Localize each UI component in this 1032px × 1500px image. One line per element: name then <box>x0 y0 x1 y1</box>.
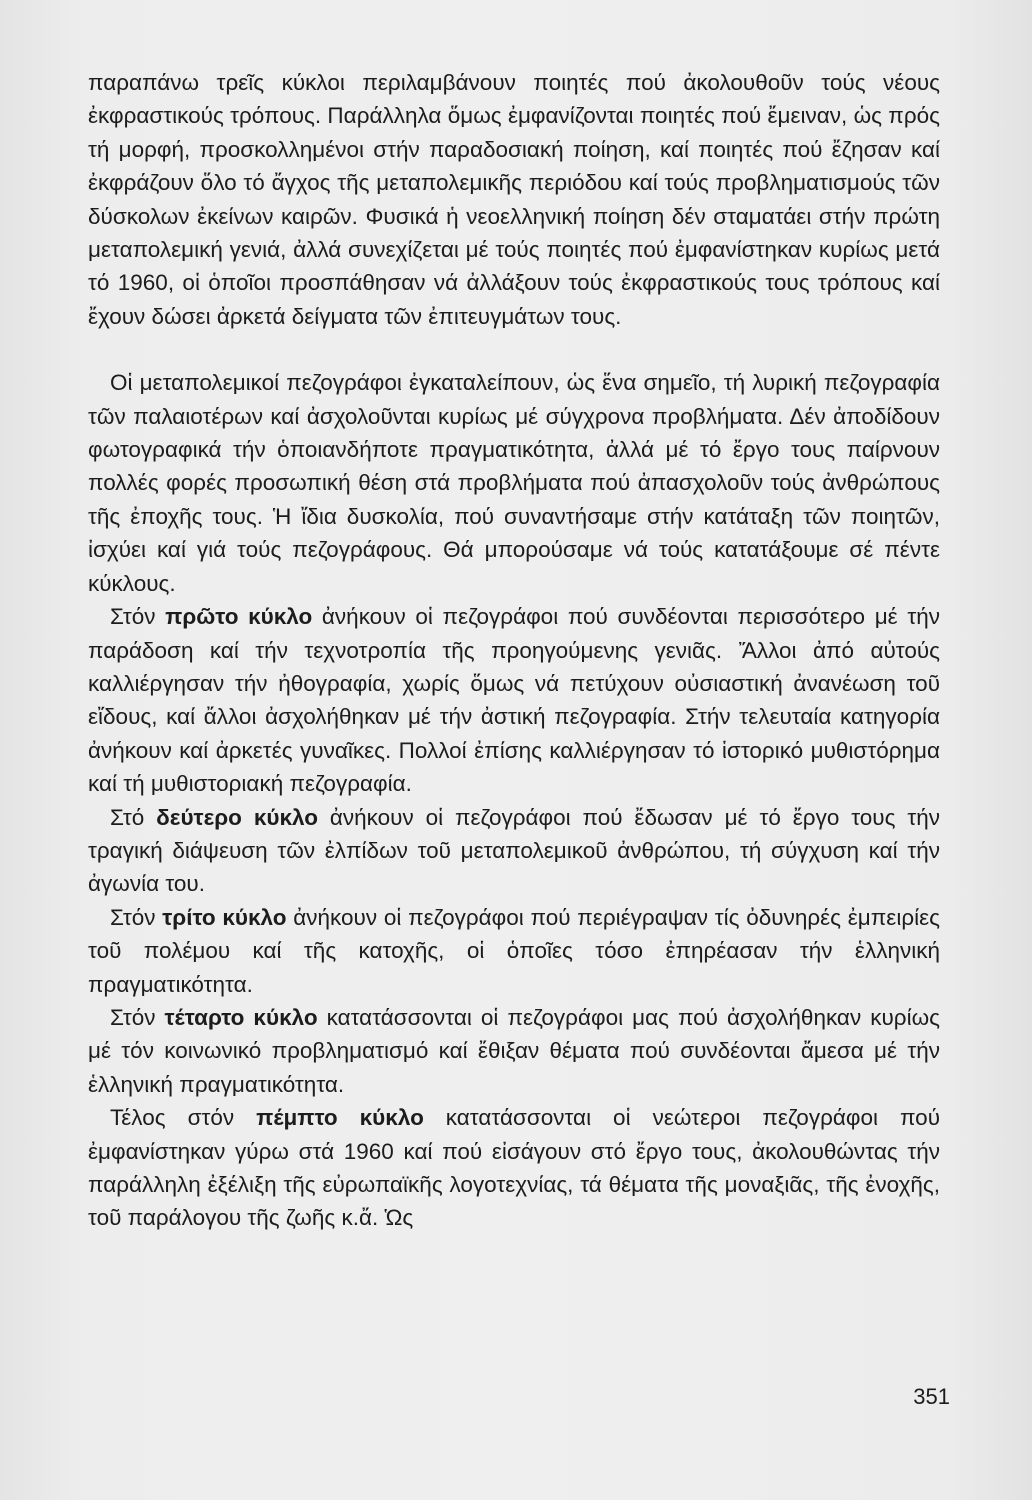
body-text <box>88 66 940 1235</box>
paragraph-first-circle: Στόν πρῶτο κύκλο ἀνήκουν οἱ πεζογράφοι πού συνδέονται περισσότερο μέ τήν παράδοση καί τήν τεχνοτροπία τῆς προηγούμενης γενιᾶς. Ἄλλοι ἀπό αὐτούς καλλιέργησαν τήν ἠθογραφία, χωρίς ὅμως νά πετύχουν οὐσιαστική ἀνανέωση τοῦ εἴδους, καί ἄλλοι ἀσχολήθηκαν μέ τήν ἀστική πεζογραφία. Στήν τελευταία κατηγορία ἀνήκουν καί ἀρκετές γυναῖκες. Πολλοί ἐπίσης καλλιέργησαν τό ἱστορικό μυθιστόρημα καί τή μυθιστοριακή πεζογραφία. <box>88 604 940 797</box>
paragraph-third-circle: Στόν τρίτο κύκλο ἀνήκουν οἱ πεζογράφοι πού περιέγραψαν τίς ὀδυνηρές ἐμπειρίες τοῦ πολέμου καί τῆς κατοχῆς, οἱ ὁποῖες τόσο ἐπηρέασαν τήν ἑλληνική πραγματικότητα. <box>88 904 940 997</box>
paragraph-second-circle: Στό δεύτερο κύκλο ἀνήκουν οἱ πεζογράφοι πού ἔδωσαν μέ τό ἔργο τους τήν τραγική διάψευση τῶν ἐλπίδων τοῦ μεταπολεμικοῦ ἀνθρώπου, τή σύγχυση καί τήν ἀγωνία του. <box>88 804 940 897</box>
paragraph-fourth-circle: Στόν τέταρτο κύκλο κατατάσσονται οἱ πεζογράφοι μας πού ἀσχολήθηκαν κυρίως μέ τόν κοινωνικό προβληματισμό καί ἔθιξαν θέματα πού συνδέονται ἄμεσα μέ τήν ἑλληνική πραγματικότητα. <box>88 1004 940 1097</box>
paragraph-poets-summary: παραπάνω τρεῖς κύκλοι περιλαμβάνουν ποιητές πού ἀκολουθοῦν τούς νέους ἐκφραστικούς τρόπους. Παράλληλα ὅμως ἐμφανίζονται ποιητές πού ἔμειναν, ὡς πρός τή μορφή, προσκολλημένοι στήν παραδοσιακή ποίηση, καί ποιητές πού ἔζησαν καί ἐκφράζουν ὅλο τό ἄγχος τῆς μεταπολεμικῆς περιόδου καί τούς προβληματισμούς τῶν δύσκολων ἐκείνων καιρῶν. Φυσικά ἡ νεοελληνική ποίηση δέν σταματάει στήν πρώτη μεταπολεμική γενιά, ἀλλά συνεχίζεται μέ τούς ποιητές πού ἐμφανίστηκαν κυρίως μετά τό 1960, οἱ ὁποῖοι προσπάθησαν νά ἀλλάξουν τούς ἐκφραστικούς τους τρόπους καί ἔχουν δώσει ἀρκετά δείγματα τῶν ἐπιτευγμάτων τους. <box>88 70 940 329</box>
term-first-circle: πρῶτο κύκλο <box>165 604 313 630</box>
term-fourth-circle: τέταρτο κύκλο <box>164 1004 318 1030</box>
term-third-circle: τρίτο κύκλο <box>162 904 287 930</box>
term-second-circle: δεύτερο κύκλο <box>156 804 318 830</box>
page-number: 351 <box>913 1384 950 1409</box>
term-fifth-circle: πέμπτο κύκλο <box>256 1105 424 1131</box>
paragraph-prose-writers-intro: Οἱ μεταπολεμικοί πεζογράφοι ἐγκαταλείπουν, ὡς ἕνα σημεῖο, τή λυρική πεζογραφία τῶν παλαιοτέρων καί ἀσχολοῦνται κυρίως μέ σύγχρονα προβλήματα. Δέν ἀποδίδουν φωτογραφικά τήν ὁποιανδήποτε πραγματικότητα, ἀλλά μέ τό ἔργο τους παίρνουν πολλές φορές προσωπική θέση στά προβλήματα πού ἀπασχολοῦν τούς ἀνθρώπους τῆς ἐποχῆς τους. Ἡ ἴδια δυσκολία, πού συναντήσαμε στήν κατάταξη τῶν ποιητῶν, ἰσχύει καί γιά τούς πεζογράφους. Θά μπορούσαμε νά τούς κατατάξουμε σέ πέντε κύκλους. <box>88 370 940 596</box>
paragraph-fifth-circle: Τέλος στόν πέμπτο κύκλο κατατάσσονται οἱ νεώτεροι πεζογράφοι πού ἐμφανίστηκαν γύρω στά 1960 καί πού εἰσάγουν στό ἔργο τους, ἀκολουθώντας τήν παράλληλη ἐξέλιξη τῆς εὐρωπαϊκῆς λογοτεχνίας, τά θέματα τῆς μοναξιᾶς, τῆς ἐνοχῆς, τοῦ παράλογου τῆς ζωῆς κ.ἄ. Ὡς <box>88 1105 940 1231</box>
